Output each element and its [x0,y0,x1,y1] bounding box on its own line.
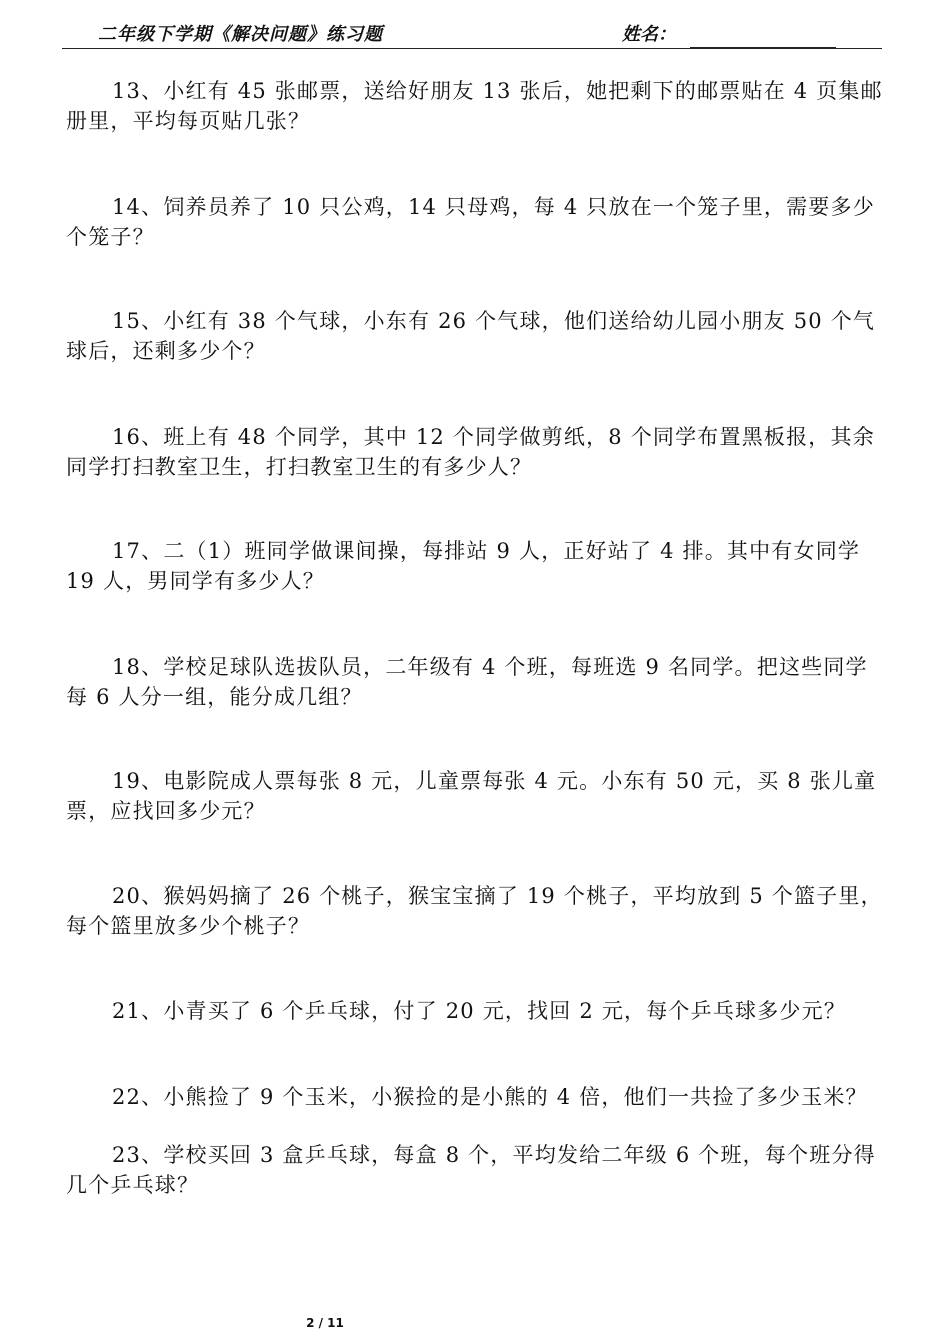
worksheet-title: 二年级下学期《解决问题》练习题 [98,24,383,45]
problem-14: 14、饲养员养了 10 只公鸡，14 只母鸡，每 4 只放在一个笼子里，需要多少个笼子？ [66,195,875,249]
name-blank-line [690,47,836,48]
page-header [62,14,882,49]
problem-19: 19、电影院成人票每张 8 元，儿童票每张 4 元。小东有 50 元，买 8 张儿童票，应找回多少元？ [66,769,877,823]
problem-22: 22、小熊捡了 9 个玉米，小猴捡的是小熊的 4 倍，他们一共捡了多少玉米？ [112,1085,868,1109]
name-label: 姓名： [622,24,676,45]
problem-13: 13、小红有 45 张邮票，送给好朋友 13 张后，她把剩下的邮票贴在 4 页集邮册里，平均每页贴几张？ [66,79,883,133]
problem-20: 20、猴妈妈摘了 26 个桃子，猴宝宝摘了 19 个桃子，平均放到 5 个篮子里，每个篮里放多少个桃子？ [66,884,883,938]
problem-18: 18、学校足球队选拔队员，二年级有 4 个班，每班选 9 名同学。把这些同学每 6 人分一组，能分成几组？ [66,655,868,709]
problem-15: 15、小红有 38 个气球，小东有 26 个气球，他们送给幼儿园小朋友 50 个气球后，还剩多少个？ [66,309,876,363]
problem-23: 23、学校买回 3 盒乒乓球，每盒 8 个，平均发给二年级 6 个班，每个班分得几个乒乓球？ [66,1143,876,1197]
problem-21: 21、小青买了 6 个乒乓球，付了 20 元，找回 2 元，每个乒乓球多少元？ [112,999,847,1023]
problem-16: 16、班上有 48 个同学，其中 12 个同学做剪纸，8 个同学布置黑板报，其余同学打扫教室卫生，打扫教室卫生的有多少人？ [66,425,875,479]
problem-17: 17、二（1）班同学做课间操，每排站 9 人，正好站了 4 排。其中有女同学 19 人，男同学有多少人？ [66,539,861,593]
page-number: 2 / 11 [306,1316,344,1330]
